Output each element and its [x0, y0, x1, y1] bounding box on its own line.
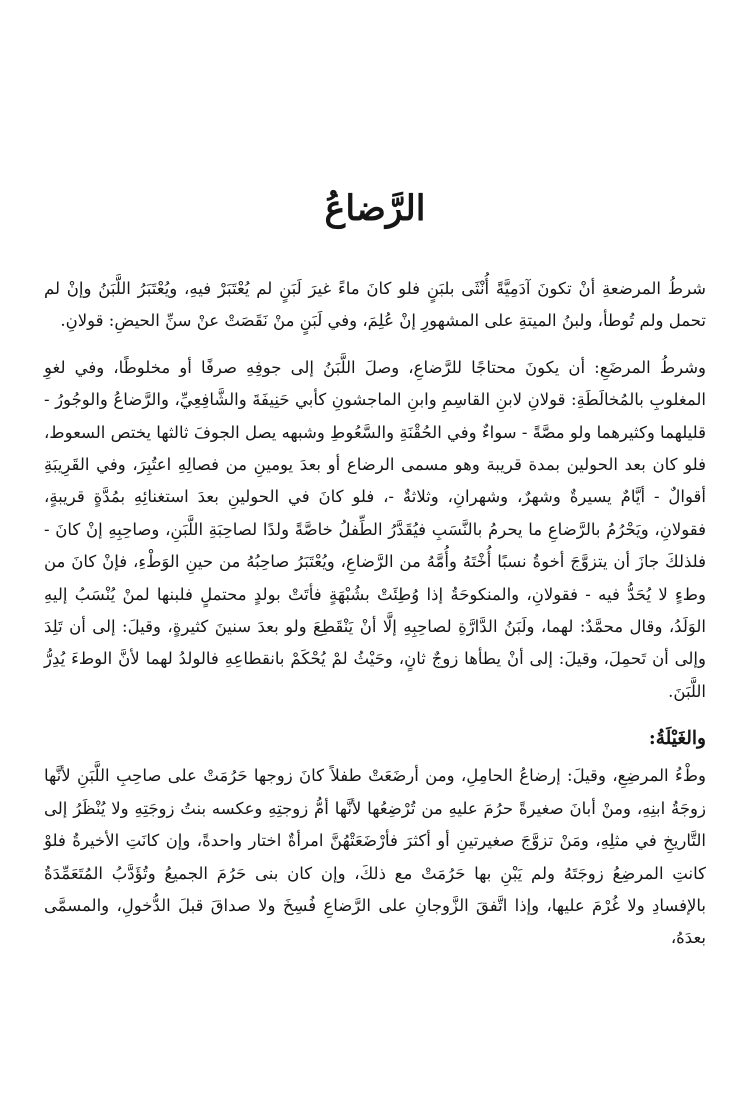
section-heading-ghayla: والغَيْلَةُ: [648, 728, 706, 750]
page-title: الرَّضاعُ [324, 188, 426, 230]
page-body [44, 273, 706, 955]
paragraph-ghayla: وطْءُ المرضِعِ، وقيلَ: إرضاعُ الحامِلِ، ومن أرضَعَتْ طفلاً كانَ زوجها حَرُمَتْ على صاحِبِ اللَّبَنِ لأنَّها زوجَةُ ابنِهِ، ومنْ أبانَ صغيرةً حرُمَ عليهِ من تُرْضِعُها لأنَّها أمُّ زوجتِهِ وعكسه بنتُ زوجَتِهِ ولا يُنْظَرُ إلى التَّاريخِ في مثلِهِ، ومَنْ تزوَّجَ صغيرتينِ أو أكثرَ فأرْضَعَتْهُنَّ امرأةٌ اختار واحدةً، وإن كانَتِ الأخيرةُ فلوْ كانتِ المرضِعُ زوجَتَهُ ولم يَبْنِ بها حَرُمَتْ مع ذلكَ، وإن كان بنى حَرُمَ الجميعُ وتُؤَدَّبُ المُتَعَمِّدَةُ بالإفسادِ ولا غُرْمَ عليها، وإذا اتَّفقَ الزَّوجانِ على الرَّضاعِ فُسِخَ ولا صداقَ قبلَ الدُّخولِ، والمسمَّى بعدَهُ، [44, 766, 706, 948]
paragraph-wetnurse-conditions: شرطُ المرضعةِ أنْ تكونَ آدَمِيَّةً أُنْثَى بلبَنٍ فلو كانَ ماءً غيرَ لَبَنٍ لم يُعْتَبَرْ فيهِ، ويُعْتَبَرُ اللَّبَنُ وإنْ لم تحمل ولم تُوطأ، ولبنُ الميتةِ على المشهورِ إنْ عُلِمَ، وفي لَبَنٍ منْ نَقَصَتْ عنْ سنِّ الحيضِ: قولانِ. [44, 279, 706, 331]
paragraph-nursling-conditions: وشرطُ المرضَعِ: أن يكونَ محتاجًا للرَّضاعِ، وصلَ اللَّبَنُ إلى جوفِهِ صرفًا أو مخلوطًا، وفي لغوِ المغلوبِ بالمُخالَطَةِ: قولانِ لابنِ القاسِمِ وابنِ الماجشونِ كأبي حَنِيفَةَ والشَّافِعِيِّ، والرَّضاعُ والوجُورُ - قليلهما وكثيرهما ولو مصَّةً - سواءٌ وفي الحُقْنَةِ والسَّعُوطِ وشبهه يصل الجوفَ ثالثها يختص السعوط، فلو كان بعد الحولين بمدة قريبة وهو مسمى الرضاع أو بعدَ يومينِ من فصالِهِ اعتُبِرَ، وفي القَرِيبَةِ أقوالٌ - أيَّامٌ يسيرةٌ وشهرٌ، وشهرانِ، وثلاثةٌ -، فلو كانَ في الحولينِ بعدَ استغنائِهِ بمُدَّةٍ قريبةٍ، فقولانِ، ويَحْرُمُ بالرَّضاعِ ما يحرمُ بالنَّسَبِ فيُقَدَّرُ الطِّفلُ خاصَّةً ولدًا لصاحِبَةِ اللَّبَنِ، وصاحِبِهِ إنْ كانَ - فلذلكَ جازَ أن يتزوَّجَ أخوةُ نسبًا أُخْتَهُ وأُمَّهُ من الرَّضاعِ، ويُعْتَبَرُ صاحِبُهُ من حينِ الوَطْءِ، فإنْ كانَ من وطءٍ لا يُحَدُّ فيه - فقولانِ، والمنكوحَةُ إذا وُطِئَتْ بشُبْهَةٍ فأتَتْ بولدٍ محتملٍ فلبنها لمنْ يُنْسَبُ إليهِ الوَلَدُ، وقال محمَّدٌ: لهما، ولَبَنُ الدَّارَّةِ لصاحِبِهِ إلَّا أنْ يَنْقَطِعَ ولو بعدَ سنينَ كثيرةٍ، وقيلَ: إلى أن تَلِدَ وإلى أن تَحمِلَ، وقيلَ: إلى أنْ يطأها زوجٌ ثانٍ، وحَيْثُ لمْ يُحْكَمْ بانقطاعِهِ فالولدُ لهما لأنَّ الوطءَ يُدِرُّ اللَّبَنَ. [43, 357, 706, 701]
